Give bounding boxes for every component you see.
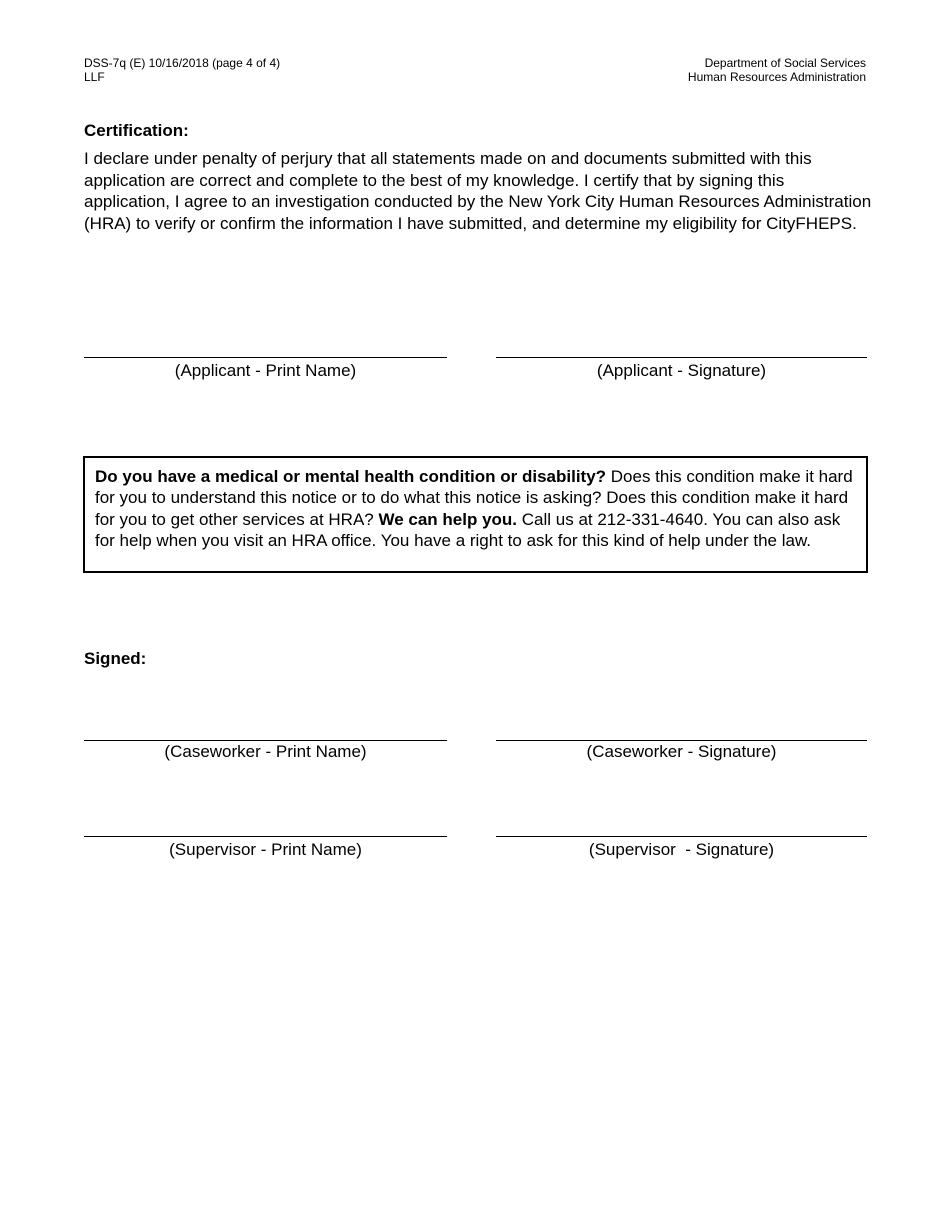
notice-text-2: Call us at 212-331-4640. You can also ask for help when you visit an HRA office. You have a right to ask for this kind of help under the law. xyxy=(95,509,841,550)
supervisor-print-name-label: (Supervisor - Print Name) xyxy=(169,840,362,859)
notice-help: We can help you. xyxy=(378,509,518,529)
caseworker-print-name-line[interactable] xyxy=(84,740,447,741)
caseworker-print-name-label: (Caseworker - Print Name) xyxy=(164,742,367,761)
supervisor-signature-line[interactable] xyxy=(496,836,867,837)
notice-text-1: Does this condition make it hard for you to understand this notice or to do what this notice is asking? Does this condition make it hard for you to get other services at HRA? xyxy=(95,467,853,529)
supervisor-signature-label: (Supervisor - Signature) xyxy=(588,840,775,859)
department-name: Department of Social Services xyxy=(704,56,866,70)
form-code: LLF xyxy=(84,70,105,84)
applicant-print-name-label: (Applicant - Print Name) xyxy=(174,361,357,380)
accessibility-notice xyxy=(83,456,868,573)
caseworker-signature-line[interactable] xyxy=(496,740,867,741)
signed-title: Signed: xyxy=(84,649,147,668)
certification-text: I declare under penalty of perjury that all statements made on and documents submitted with this application are correct and complete to the best of my knowledge. I certify that by signing this application, I agree to an investigation conducted by the New York City Human Resources Administration (HRA) to verify or confirm the information I have submitted, and determine my eligibility for CityFHEPS. xyxy=(84,149,872,233)
administration-name: Human Resources Administration xyxy=(687,70,866,84)
form-header-left xyxy=(84,56,280,84)
applicant-signature-line[interactable] xyxy=(496,357,867,358)
applicant-print-name-line[interactable] xyxy=(84,357,447,358)
caseworker-signature-label: (Caseworker - Signature) xyxy=(586,742,777,761)
form-header-right xyxy=(688,56,866,84)
certification-title: Certification: xyxy=(84,121,189,140)
applicant-signature-label: (Applicant - Signature) xyxy=(596,361,767,380)
supervisor-print-name-line[interactable] xyxy=(84,836,447,837)
notice-question: Do you have a medical or mental health condition or disability? xyxy=(95,467,607,486)
form-id: DSS-7q (E) 10/16/2018 (page 4 of 4) xyxy=(84,56,281,70)
